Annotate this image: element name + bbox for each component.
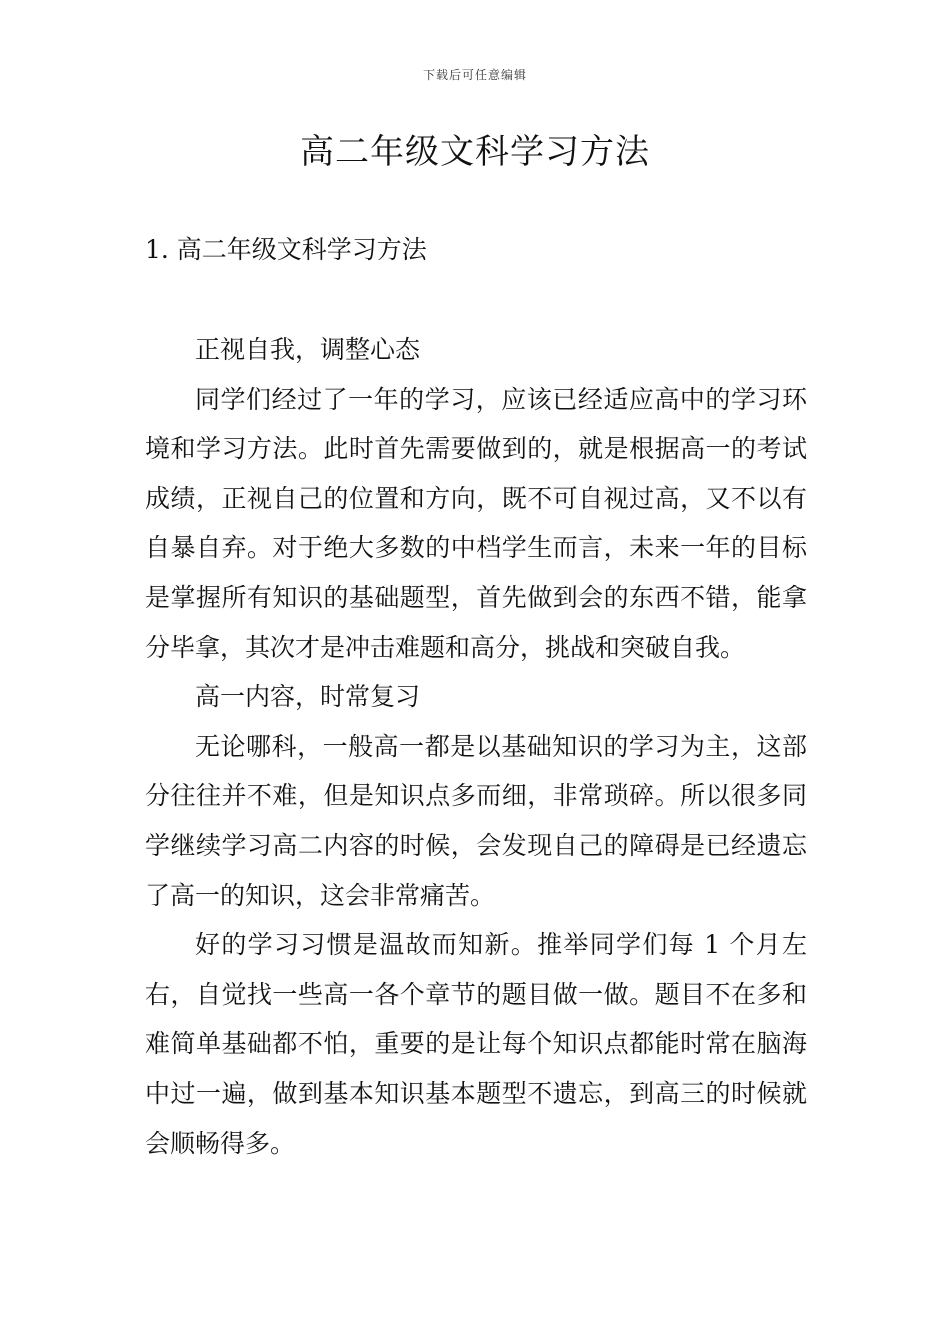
paragraph-self-awareness: 同学们经过了一年的学习，应该已经适应高中的学习环境和学习方法。此时首先需要做到的，就是根据高一的考试成绩，正视自己的位置和方向，既不可自视过高，又不以有自暴自弃。对于绝大多数的中档学生而言，未来一年的目标是掌握所有知识的基础题型，首先做到会的东西不错，能拿分毕拿，其次才是冲击难题和高分，挑战和突破自我。 — [145, 384, 807, 662]
header-note: 下载后可任意编辑 — [422, 68, 527, 82]
subheading-review: 高一内容，时常复习 — [195, 682, 421, 712]
paragraph-study-habits: 好的学习习惯是温故而知新。推举同学们每 1 个月左右，自觉找一些高一各个章节的题目做一做。题目不在多和难简单基础都不怕，重要的是让每个知识点都能时常在脑海中过一遍，做到基本知识基本题型不遗忘，到高三的时候就会顺畅得多。 — [145, 930, 807, 1158]
subheading-self-awareness: 正视自我，调整心态 — [195, 335, 421, 364]
document-title: 高二年级文科学习方法 — [300, 132, 650, 172]
section-heading: 1. 高二年级文科学习方法 — [145, 235, 427, 264]
paragraph-review: 无论哪科，一般高一都是以基础知识的学习为主，这部分往往并不难，但是知识点多而细，非常琐碎。所以很多同学继续学习高二内容的时候，会发现自己的障碍是已经遗忘了高一的知识，这会非常痛苦。 — [145, 731, 807, 910]
document-body — [145, 325, 807, 1168]
